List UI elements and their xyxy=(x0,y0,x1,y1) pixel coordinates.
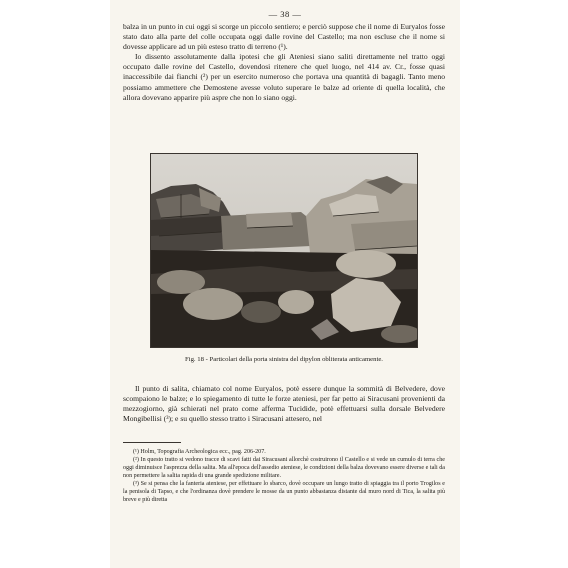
footnote-1: (¹) Holm, Topografia Archeologica ecc., pag. 206-207. xyxy=(133,449,266,455)
paragraph-3: Il punto di salita, chiamato col nome Euryalos, potè essere dunque la sommità di Belvedere, dove scompaiono le balze; e lo spiegamento di tutte le forze ateniesi, per far petto ai Siracusani provenienti da mezzogiorno, già schierati nel prato come afferma Tucidide, potè effettuarsi sulla dorsale Belvedere Mongibellisi (³); e su quello stesso tratto i Siracusani attesero, nel xyxy=(123,384,445,424)
ruins-photo xyxy=(151,154,417,347)
paragraph-2: Io dissento assolutamente dalla ipotesi che gli Ateniesi siano saliti direttamente nel tratto oggi occupato dalle rovine del Castello, dovendosi ritenere che quel luogo, nel 414 av. Cr., fosse quasi inaccessibile dai fianchi (²) per un esercito numeroso che portava una quantità di bagagli. Tanto meno possiamo ammettere che Demostene avesse voluto superare le balze ad oriente di quella località, che allora dovevano apparire più aspre che non lo siano oggi. xyxy=(123,52,445,102)
footnote-rule xyxy=(123,442,181,443)
book-page xyxy=(110,0,460,568)
figure-photograph xyxy=(150,153,418,348)
footnotes xyxy=(123,448,445,504)
figure-caption: Fig. 18 - Particolari della porta sinistra del dipylon obliterata anticamente. xyxy=(185,356,383,363)
paragraph-1: balza in un punto in cui oggi si scorge un piccolo sentiero; e perciò suppose che il nome di Euryalos fosse stato dato alla parte del colle occupata oggi dalle rovine del Castello; ma non escluse che il nome si dovesse applicare ad un più esteso tratto di terreno (¹). xyxy=(123,22,445,52)
lower-text-block xyxy=(123,384,445,424)
footnote-3: (³) Se si pensa che la fanteria ateniese, per effettuare lo sbarco, dovè occupare un lungo tratto di spiaggia tra il porto Trogilos e la penisola di Tapso, e che l'ordinanza dovè prendere le mosse da un punto abbastanza distante dal muro nord di Tica, la salita più breve e più diretta xyxy=(123,481,445,503)
page-number: — 38 — xyxy=(268,9,302,19)
footnote-2: (²) In questo tratto si vedono tracce di scavi fatti dai Siracusani allorchè costruirono il Castello e si vede un cumulo di terra che oggi diminuisce l'asprezza della salita. Ma all'epoca dell'assedio ateniese, le condizioni della balza dovevano essere diverse e tali da non permettere la salita rapida di una grande spedizione militare. xyxy=(123,457,445,479)
upper-text-block xyxy=(123,22,445,103)
